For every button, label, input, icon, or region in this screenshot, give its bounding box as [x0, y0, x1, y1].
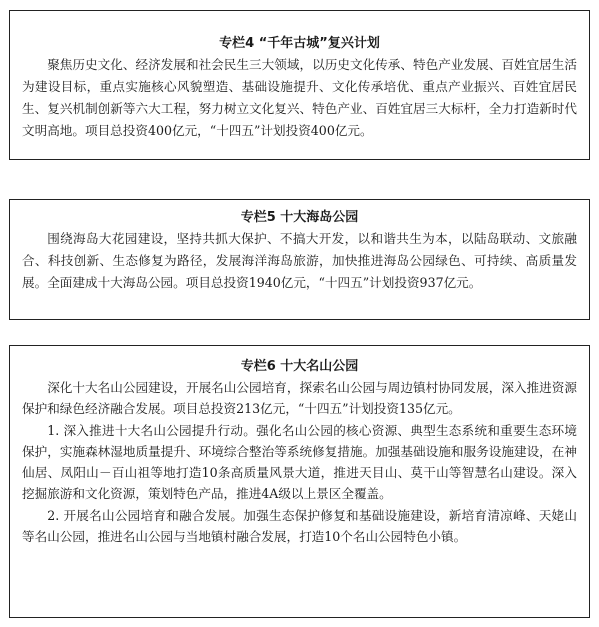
column-paragraph: 深化十大名山公园建设，开展名山公园培育，探索名山公园与周边镇村协同发展，深入推进资源保护和绿色经济融合发展。项目总投资213亿元，“十四五”计划投资135亿元。 [22, 380, 577, 417]
column-title: 专栏4 “千年古城”复兴计划 [219, 36, 380, 51]
column-title: 专栏6 十大名山公园 [240, 359, 359, 374]
column-paragraph: 聚焦历史文化、经济发展和社会民生三大领域，以历史文化传承、特色产业发展、百姓宜居生活为建设目标，重点实施核心风貌塑造、基础设施提升、文化传承培优、重点产业振兴、百姓宜居民生、复兴机制创新等六大工程，努力树立文化复兴、特色产业、百姓宜居三大标杆，全力打造新时代文明高地。项目总投资400亿元，“十四五”计划投资400亿元。 [22, 57, 577, 138]
column-paragraph: 2. 开展名山公园培育和融合发展。加强生态保护修复和基础设施建设，新培育清凉峰、天姥山等名山公园，推进名山公园与当地镇村融合发展，打造10个名山公园特色小镇。 [22, 507, 577, 545]
column-title: 专栏5 十大海岛公园 [240, 210, 359, 225]
column-paragraph: 围绕海岛大花园建设，坚持共抓大保护、不搞大开发，以和谐共生为本，以陆岛联动、文旅融合、科技创新、生态修复为路径，发展海洋海岛旅游，加快推进海岛公园绿色、可持续、高质量发展。全面建成十大海岛公园。项目总投资1940亿元，“十四五”计划投资937亿元。 [22, 231, 577, 290]
column-box-6 [9, 345, 590, 618]
column-box-4 [9, 10, 590, 160]
column-box-5 [9, 199, 590, 320]
column-paragraph: 1. 深入推进十大名山公园提升行动。强化名山公园的核心资源、典型生态系统和重要生态环境保护，实施森林湿地质量提升、环境综合整治等系统修复措施。加强基础设施和服务设施建设，在神仙居、凤阳山－百山祖等地打造10条高质量风景大道，推进天目山、莫干山等智慧名山建设。深入挖掘旅游和文化资源，策划特色产品，推进4A级以上景区全覆盖。 [22, 422, 577, 502]
